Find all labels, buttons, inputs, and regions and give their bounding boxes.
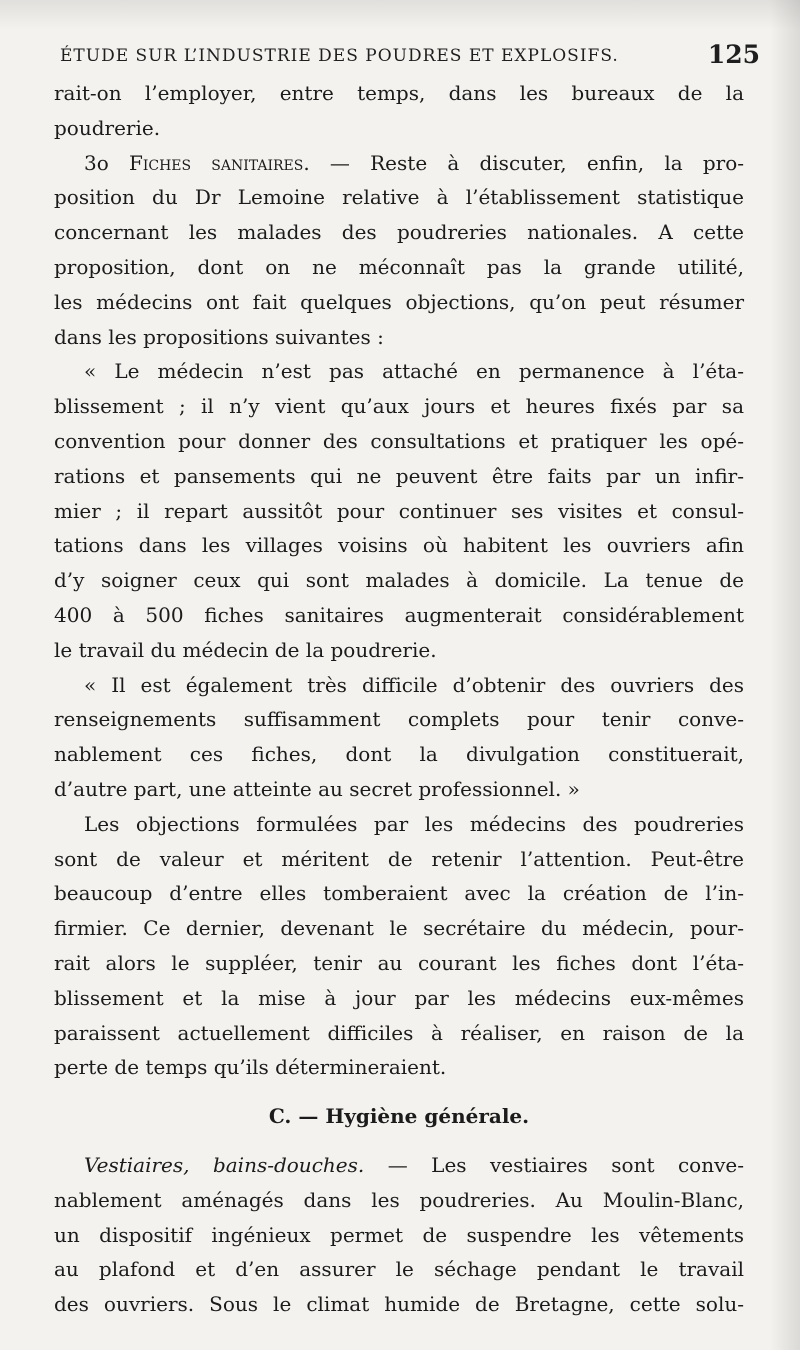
text-line: au plafond et d’en assurer le séchage pendant le travail xyxy=(54,1257,744,1282)
text-line: beaucoup d’entre elles tomberaient avec la création de l’in- xyxy=(54,881,744,906)
text-line: d’autre part, une atteinte au secret professionnel. » xyxy=(54,776,580,801)
text-line: un dispositif ingénieux permet de suspendre les vêtements xyxy=(54,1222,744,1247)
text-line: « Il est également très difficile d’obtenir des ouvriers des xyxy=(84,672,744,697)
text-line: rait alors le suppléer, tenir au courant les fiches dont l’éta- xyxy=(54,950,744,975)
page-shadow-top xyxy=(0,0,800,30)
running-title: ÉTUDE SUR L’INDUSTRIE DES POUDRES ET EXPLOSIFS. xyxy=(60,46,619,66)
text-line: concernant les malades des poudreries nationales. A cette xyxy=(54,220,744,245)
text-line xyxy=(54,1148,744,1183)
text-fragment: — Reste à discuter, enfin, la pro- xyxy=(329,150,744,175)
text-line: firmier. Ce dernier, devenant le secrétaire du médecin, pour- xyxy=(54,916,744,941)
section-spacer xyxy=(54,1134,744,1148)
text-line: nablement aménagés dans les poudreries. Au Moulin-Blanc, xyxy=(54,1187,744,1212)
text-line: « Le médecin n’est pas attaché en permanence à l’éta- xyxy=(84,359,744,384)
section-spacer xyxy=(54,1085,744,1099)
text-line: mier ; il repart aussitôt pour continuer ses visites et consul- xyxy=(54,498,744,523)
section-heading: C. — Hygiène générale. xyxy=(268,1104,530,1129)
paragraph-heading: Vestiaires, bains-douches. xyxy=(84,1152,365,1177)
text-line: proposition, dont on ne méconnaît pas la grande utilité, xyxy=(54,254,744,279)
text-line: nablement ces fiches, dont la divulgation constituerait, xyxy=(54,742,744,767)
text-line: renseignements suffisamment complets pour tenir conve- xyxy=(54,707,744,732)
text-line: rations et pansements qui ne peuvent être faits par un infir- xyxy=(54,463,744,488)
page-shadow-right xyxy=(770,0,800,1350)
body-text xyxy=(54,76,744,1322)
subsection-heading: Fiches sanitaires. xyxy=(128,150,310,175)
text-line: sont de valeur et méritent de retenir l’attention. Peut-être xyxy=(54,846,744,871)
text-line: convention pour donner des consultations et pratiquer les opé- xyxy=(54,428,744,453)
text-line: dans les propositions suivantes : xyxy=(54,324,384,349)
text-line: d’y soigner ceux qui sont malades à domicile. La tenue de xyxy=(54,568,744,593)
text-line: tations dans les villages voisins où habitent les ouvriers afin xyxy=(54,533,744,558)
text-line: le travail du médecin de la poudrerie. xyxy=(54,637,437,662)
text-line: poudrerie. xyxy=(54,115,161,140)
text-line: rait-on l’employer, entre temps, dans les bureaux de la xyxy=(54,81,744,105)
text-line: perte de temps qu’ils détermineraient. xyxy=(54,1055,447,1080)
text-line: 400 à 500 fiches sanitaires augmenterait considérablement xyxy=(54,602,744,627)
text-line: paraissent actuellement difficiles à réaliser, en raison de la xyxy=(54,1020,744,1045)
text-line: blissement et la mise à jour par les médecins eux-mêmes xyxy=(54,985,744,1010)
running-head xyxy=(60,40,760,74)
text-line: blissement ; il n’y vient qu’aux jours et heures fixés par sa xyxy=(54,394,744,419)
page-number: 125 xyxy=(707,40,760,69)
text-line xyxy=(54,146,744,181)
text-line: position du Dr Lemoine relative à l’établissement statistique xyxy=(54,185,744,210)
text-line: les médecins ont fait quelques objections, qu’on peut résumer xyxy=(54,289,744,314)
text-line: Les objections formulées par les médecins des poudreries xyxy=(84,811,744,836)
text-line: des ouvriers. Sous le climat humide de Bretagne, cette solu- xyxy=(54,1292,744,1317)
section-number: 3o xyxy=(84,150,109,175)
text-fragment: — Les vestiaires sont conve- xyxy=(387,1152,744,1177)
